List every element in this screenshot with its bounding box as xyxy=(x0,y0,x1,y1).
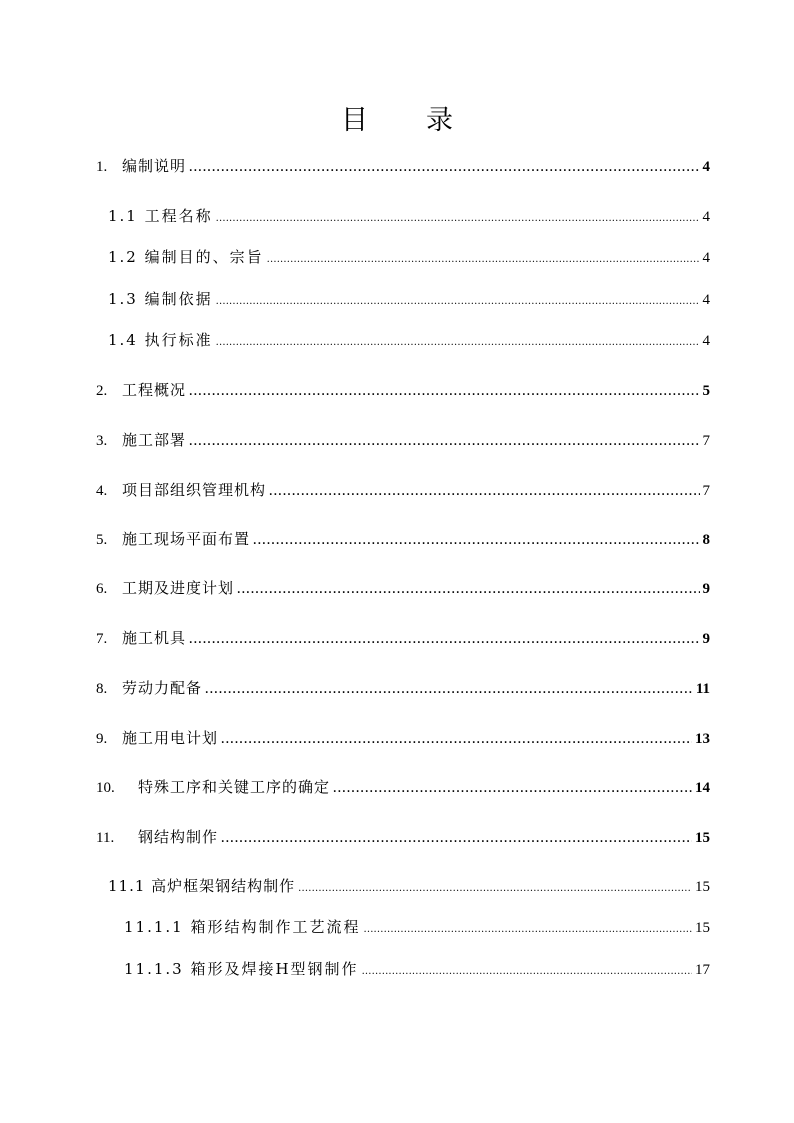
toc-entry-number: 7. xyxy=(96,631,108,647)
toc-entry-label: 劳动力配备 xyxy=(122,679,203,697)
toc-entry[interactable] xyxy=(124,957,710,981)
toc-entry-number: 5. xyxy=(96,532,108,548)
dot-leader xyxy=(189,378,699,405)
toc-entry-page: 7 xyxy=(702,483,710,499)
toc-entry-label: 钢结构制作 xyxy=(138,828,219,846)
toc-entry-label: 项目部组织管理机构 xyxy=(122,481,267,499)
toc-entry-number: 6. xyxy=(96,581,108,597)
toc-entry[interactable] xyxy=(96,626,710,650)
toc-entry-number: 10. xyxy=(96,780,115,796)
toc-entry-label: 施工机具 xyxy=(122,629,187,647)
toc-entry[interactable] xyxy=(108,204,710,228)
toc-entry-label: 11.1 高炉框架钢结构制作 xyxy=(108,877,296,895)
toc-entry-page: 17 xyxy=(695,962,710,978)
toc-entry-page: 4 xyxy=(702,209,710,225)
dot-leader xyxy=(237,576,699,603)
toc-entry[interactable] xyxy=(96,154,710,178)
toc-entry[interactable] xyxy=(96,676,710,700)
dot-leader xyxy=(216,204,700,231)
toc-entry-number: 9. xyxy=(96,731,108,747)
toc-entry[interactable] xyxy=(96,378,710,402)
toc-entry[interactable] xyxy=(96,775,710,799)
toc-title xyxy=(0,98,794,137)
toc-entry-page: 15 xyxy=(695,920,710,936)
toc-entry[interactable] xyxy=(108,245,710,269)
toc-entry-label: 1.1 工程名称 xyxy=(108,207,213,225)
toc-entry-number: 11. xyxy=(96,830,115,846)
toc-entry-page: 5 xyxy=(702,383,710,399)
toc-entry[interactable] xyxy=(108,287,710,311)
toc-entry-page: 7 xyxy=(702,433,710,449)
toc-entry-page: 15 xyxy=(695,879,710,895)
toc-entry[interactable] xyxy=(108,874,710,898)
toc-entry-page: 15 xyxy=(695,830,710,846)
toc-entry-label: 1.4 执行标准 xyxy=(108,331,213,349)
toc-entry-label: 施工部署 xyxy=(122,431,187,449)
toc-entry[interactable] xyxy=(96,726,710,750)
toc-entry-label: 1.3 编制依据 xyxy=(108,290,213,308)
dot-leader xyxy=(221,825,692,852)
toc-entry-page: 9 xyxy=(702,581,710,597)
toc-entry-page: 14 xyxy=(695,780,710,796)
toc-entry-label: 编制说明 xyxy=(122,157,187,175)
toc-entry-number: 8. xyxy=(96,681,108,697)
dot-leader xyxy=(216,328,700,355)
toc-entry-label: 工期及进度计划 xyxy=(122,579,235,597)
toc-entry-label: 施工现场平面布置 xyxy=(122,530,251,548)
toc-entry-label: 11.1.3 箱形及焊接H型钢制作 xyxy=(124,960,359,978)
toc-entry-number: 2. xyxy=(96,383,108,399)
toc-entry-page: 11 xyxy=(695,681,710,697)
dot-leader xyxy=(267,245,700,272)
toc-entry-page: 4 xyxy=(702,159,710,175)
toc-entry[interactable] xyxy=(96,428,710,452)
dot-leader xyxy=(333,775,692,802)
dot-leader xyxy=(216,287,700,314)
toc-entry-label: 施工用电计划 xyxy=(122,729,219,747)
dot-leader xyxy=(205,676,693,703)
dot-leader xyxy=(189,154,699,181)
dot-leader xyxy=(363,915,692,942)
toc-entry-number: 3. xyxy=(96,433,108,449)
toc-entry[interactable] xyxy=(96,478,710,502)
toc-entry-page: 8 xyxy=(702,532,710,548)
toc-entry-page: 4 xyxy=(702,292,710,308)
toc-entry-page: 4 xyxy=(702,333,710,349)
toc-entry-number: 4. xyxy=(96,483,108,499)
dot-leader xyxy=(269,478,699,505)
dot-leader xyxy=(298,874,692,901)
dot-leader xyxy=(189,428,699,455)
dot-leader xyxy=(221,726,692,753)
toc-title-char-1: 目 xyxy=(341,105,426,136)
toc-entry[interactable] xyxy=(124,915,710,939)
toc-entry-label: 特殊工序和关键工序的确定 xyxy=(138,778,331,796)
dot-leader xyxy=(362,957,692,984)
toc-entry-page: 9 xyxy=(702,631,710,647)
toc-entry[interactable] xyxy=(96,576,710,600)
toc-entry-label: 工程概况 xyxy=(122,381,187,399)
toc-entry-label: 11.1.1 箱形结构制作工艺流程 xyxy=(124,918,361,936)
dot-leader xyxy=(189,626,699,653)
toc-entry-label: 1.2 编制目的、宗旨 xyxy=(108,248,264,266)
toc-entry[interactable] xyxy=(108,328,710,352)
toc-title-char-2: 录 xyxy=(426,105,511,136)
toc-entry-number: 1. xyxy=(96,159,108,175)
dot-leader xyxy=(253,527,699,554)
toc-entry-page: 4 xyxy=(702,250,710,266)
toc-entry[interactable] xyxy=(96,825,710,849)
toc-entry-page: 13 xyxy=(695,731,710,747)
toc-entry[interactable] xyxy=(96,527,710,551)
